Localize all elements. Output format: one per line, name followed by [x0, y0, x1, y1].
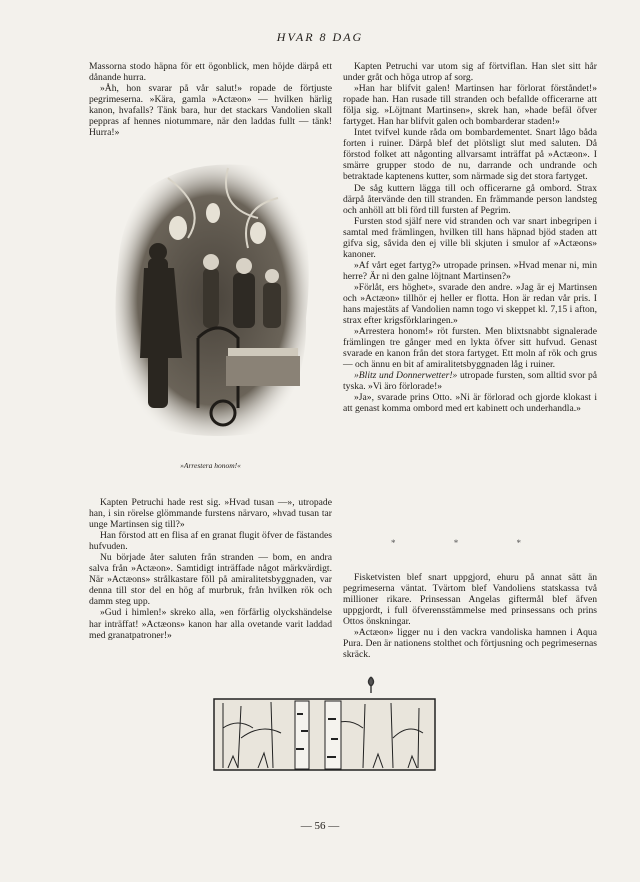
- illustration-caption: »Arrestera honom!«: [180, 461, 241, 470]
- paragraph: De såg kuttern lägga till och officerarne gå ombord. Strax därpå återvände den till stranden. En främmande person landsteg och anhöll att bli förd till fursten af Pegrim.: [343, 182, 597, 216]
- paragraph: »Arrestera honom!» röt fursten. Men blixtsnabbt signalerade främlingen tre gånger med en lykta öfver sitt hufvud. Genast svarade en kanon från det stora fartyget. Ett moln af rök och grus — och ännu en bit af amiralitetsbyggnaden låg i ruiner.: [343, 326, 597, 371]
- paragraph: Kapten Petruchi hade rest sig. »Hvad tusan —», utropade han, i sin rörelse glömmande furstens närvaro, »hvad tusan tar unge Martinsen sig till?»: [89, 497, 332, 531]
- paragraph: »Actæon» ligger nu i den vackra vandoliska hamnen i Aqua Pura. Den är nationens stolthet och förtjusning och pegrimesernas skräck.: [343, 627, 597, 661]
- section-break: * * *: [391, 538, 549, 548]
- left-column-top: [89, 61, 332, 138]
- right-column-bottom: [343, 572, 597, 660]
- page-number: — 56 —: [300, 820, 340, 832]
- paragraph: »Han har blifvit galen! Martinsen har förlorat förståndet!» ropade han. Han rusade till stranden och befallde officerarne att följa sig. »Löjtnant Martinsen», skrek han, »hade befäl öfver fartyget. Han har blifvit galen och bombarderar staden!»: [343, 83, 597, 128]
- paragraph: Intet tvifvel kunde råda om bombardementet. Snart lågo båda forten i ruiner. Därpå blef det plötsligt slut med saluten. Då förstod folket att någonting allvarsamt inträffat på »Actæon». I smärre grupper stodo de nu, darrande och undrande och betraktade kaptenens kutter, som närmade sig det stora fartyget.: [343, 127, 597, 183]
- paragraph: Fisketvisten blef snart uppgjord, ehuru på annat sätt än pegrimeserna väntat. Tvärtom blef Vandoliens statskassa två millioner rikare. Prinsessan Angelas giftermål blef äfven uppgjordt, i full öfverensstämmelse med prinsessans och prins Ottos önskningar.: [343, 572, 597, 628]
- left-column-bottom: [89, 497, 332, 641]
- running-title: HVAR 8 DAG: [276, 30, 364, 44]
- paragraph: Kapten Petruchi var utom sig af förtviflan. Han slet sitt hår under gråt och höga utrop af sorg.: [343, 61, 597, 84]
- engraving-illustration: [108, 158, 314, 440]
- paragraph: Massorna stodo häpna för ett ögonblick, men höjde därpå ett dånande hurra.: [89, 61, 332, 84]
- fleuron-ornament: [364, 676, 378, 694]
- paragraph: Fursten stod själf nere vid stranden och var snart inbegripen i samtal med främlingen, hvilken till hans häpnad bjöd staden att gifva sig, såvida den ej ville bli skjuten i smulor af »Actæons» kanoner.: [343, 215, 597, 260]
- paragraph: »Åh, hon svarar på vår salut!» ropade de förtjuste pegrimeserna. »Kära, gamla »Actæon» — hvilken härlig kanon, hvafalls? Tänk bara, hur det stackars Vandolien skall peppras af hennes niotummare, när den laddas fullt — tänk! Hurra!»: [89, 83, 332, 139]
- paragraph: Nu började åter saluten från stranden — bom, en andra salva från »Actæon». Samtidigt inträffade något märkvärdigt. När »Actæons» strålkastare föll på amiralitetsbyggnaden, var denna till stor del en hög af murbruk, från hvilken rök och damm steg upp.: [89, 552, 332, 608]
- paragraph: [343, 370, 597, 392]
- exclamation: »Blitz und Donnerwetter!»: [354, 370, 458, 382]
- right-column-top: [343, 61, 597, 415]
- paragraph: »Förlåt, ers höghet», svarade den andre. »Jag är ej Martinsen och »Actæon» tillhör ej heller er flotta. Hon är redan vår pris. I hans majestäts af Vandolien namn togo vi skeppet kl. 7,15 i afton, strax efter krigsförklaringen.»: [343, 281, 597, 327]
- paragraph: »Gud i himlen!» skreko alla, »en förfärlig olyckshändelse har inträffat! »Actæons» kanon har alla ovetande varit laddad med granatpatroner!»: [89, 607, 332, 641]
- paragraph-rest: utropade fursten, som alltid svor på tyska. »Vi äro förlorade!»: [343, 370, 598, 393]
- birch-forest-vignette: [213, 698, 436, 771]
- paragraph: »Af vårt eget fartyg?» utropade prinsen. »Hvad menar ni, min herre? Är ni den galne löjtnant Martinsen?»: [343, 259, 597, 282]
- paragraph: »Ja», svarade prins Otto. »Ni är förlorad och gjorde klokast i att genast komma ombord med ert kabinett och underhandla.»: [343, 392, 597, 415]
- paragraph: Han förstod att en flisa af en granat flugit öfver de fästandes hufvuden.: [89, 530, 332, 553]
